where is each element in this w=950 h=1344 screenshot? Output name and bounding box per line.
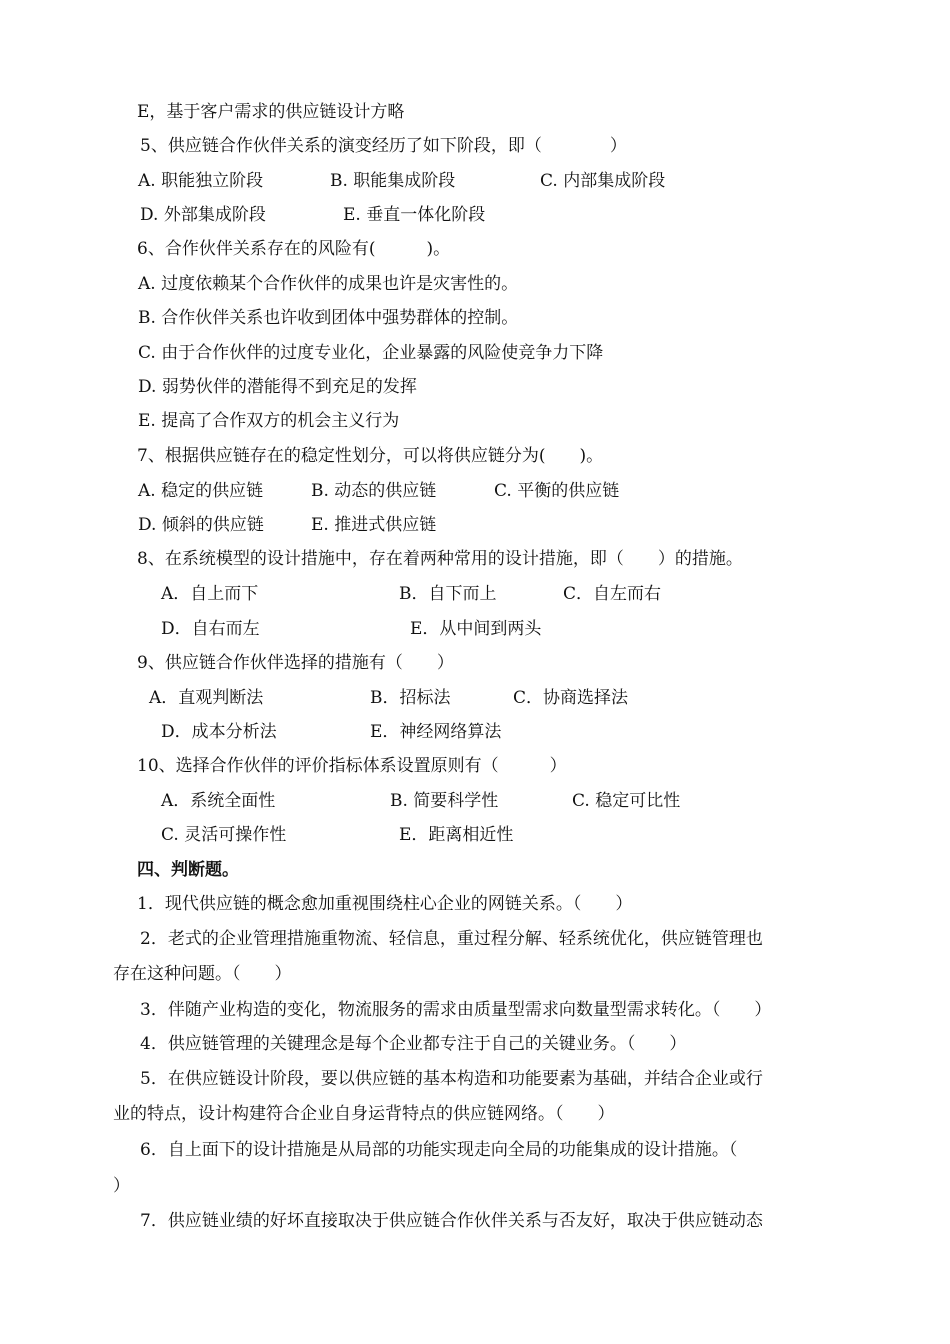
option-c-q6: C. 由于合作伙伴的过度专业化，企业暴露的风险使竞争力下降 (138, 343, 604, 363)
question-6: 6、合作伙伴关系存在的风险有( )。 (137, 239, 451, 259)
option-e-q4: E，基于客户需求的供应链设计方略 (137, 102, 405, 122)
judgement-2-line-2: 存在这种问题。（ ） (113, 964, 292, 984)
option-c2-q10: C. 灵活可操作性 (161, 825, 287, 845)
judgement-7-line-1: 7．供应链业绩的好坏直接取决于供应链合作伙伴关系与否友好，取决于供应链动态 (140, 1211, 763, 1231)
option-b-q9: B．招标法 (370, 688, 451, 708)
option-c-q8: C．自左而右 (563, 584, 662, 604)
judgement-5-line-2: 业的特点，设计构建符合企业自身运背特点的供应链网络。（ ） (113, 1104, 615, 1124)
option-e-q9: E．神经网络算法 (370, 722, 502, 742)
question-9: 9、供应链合作伙伴选择的措施有（ ） (137, 653, 454, 673)
section-heading-judgement: 四、判断题。 (137, 860, 239, 880)
option-d-q6: D. 弱势伙伴的潜能得不到充足的发挥 (138, 377, 417, 397)
option-b-q7: B. 动态的供应链 (311, 481, 437, 501)
judgement-2-line-1: 2．老式的企业管理措施重物流、轻信息，重过程分解、轻系统优化，供应链管理也 (140, 929, 763, 949)
option-a-q6: A. 过度依赖某个合作伙伴的成果也许是灾害性的。 (138, 274, 519, 294)
question-8: 8、在系统模型的设计措施中，存在着两种常用的设计措施，即（ ）的措施。 (137, 549, 743, 569)
judgement-6-line-1: 6．自上面下的设计措施是从局部的功能实现走向全局的功能集成的设计措施。（ (140, 1140, 738, 1160)
option-e-q6: E. 提高了合作双方的机会主义行为 (138, 411, 400, 431)
option-b-q6: B. 合作伙伴关系也许收到团体中强势群体的控制。 (138, 308, 519, 328)
option-b-q5: B. 职能集成阶段 (330, 171, 456, 191)
option-d-q5: D. 外部集成阶段 (140, 205, 266, 225)
option-c-q7: C. 平衡的供应链 (494, 481, 620, 501)
judgement-6-line-2: ） (113, 1176, 130, 1196)
judgement-4: 4．供应链管理的关键理念是每个企业都专注于自己的关键业务。（ ） (140, 1034, 687, 1054)
option-e-q10: E．距离相近性 (399, 825, 514, 845)
option-b-q10: B. 简要科学性 (390, 791, 499, 811)
option-a-q8: A．自上而下 (161, 584, 259, 604)
option-e-q5: E. 垂直一体化阶段 (343, 205, 486, 225)
option-b-q8: B．自下而上 (399, 584, 497, 604)
option-e-q7: E. 推进式供应链 (311, 515, 437, 535)
option-c-q5: C. 内部集成阶段 (540, 171, 666, 191)
judgement-3: 3．伴随产业构造的变化，物流服务的需求由质量型需求向数量型需求转化。（ ） (140, 1000, 772, 1020)
option-a-q9: A．直观判断法 (149, 688, 264, 708)
option-d-q9: D．成本分析法 (161, 722, 277, 742)
option-c-q9: C．协商选择法 (513, 688, 629, 708)
question-5: 5、供应链合作伙伴关系的演变经历了如下阶段，即（ ） (140, 136, 627, 156)
judgement-1: 1．现代供应链的概念愈加重视围绕柱心企业的网链关系。（ ） (137, 894, 633, 914)
question-7: 7、根据供应链存在的稳定性划分，可以将供应链分为( )。 (137, 446, 604, 466)
option-c-q10: C. 稳定可比性 (572, 791, 681, 811)
option-d-q7: D. 倾斜的供应链 (138, 515, 264, 535)
question-10: 10、选择合作伙伴的评价指标体系设置原则有（ ） (137, 756, 567, 776)
option-e-q8: E．从中间到两头 (410, 619, 542, 639)
option-a-q7: A. 稳定的供应链 (138, 481, 264, 501)
option-a-q10: A．系统全面性 (161, 791, 276, 811)
option-a-q5: A. 职能独立阶段 (138, 171, 264, 191)
judgement-5-line-1: 5．在供应链设计阶段，要以供应链的基本构造和功能要素为基础，并结合企业或行 (140, 1069, 763, 1089)
option-d-q8: D．自右而左 (161, 619, 260, 639)
